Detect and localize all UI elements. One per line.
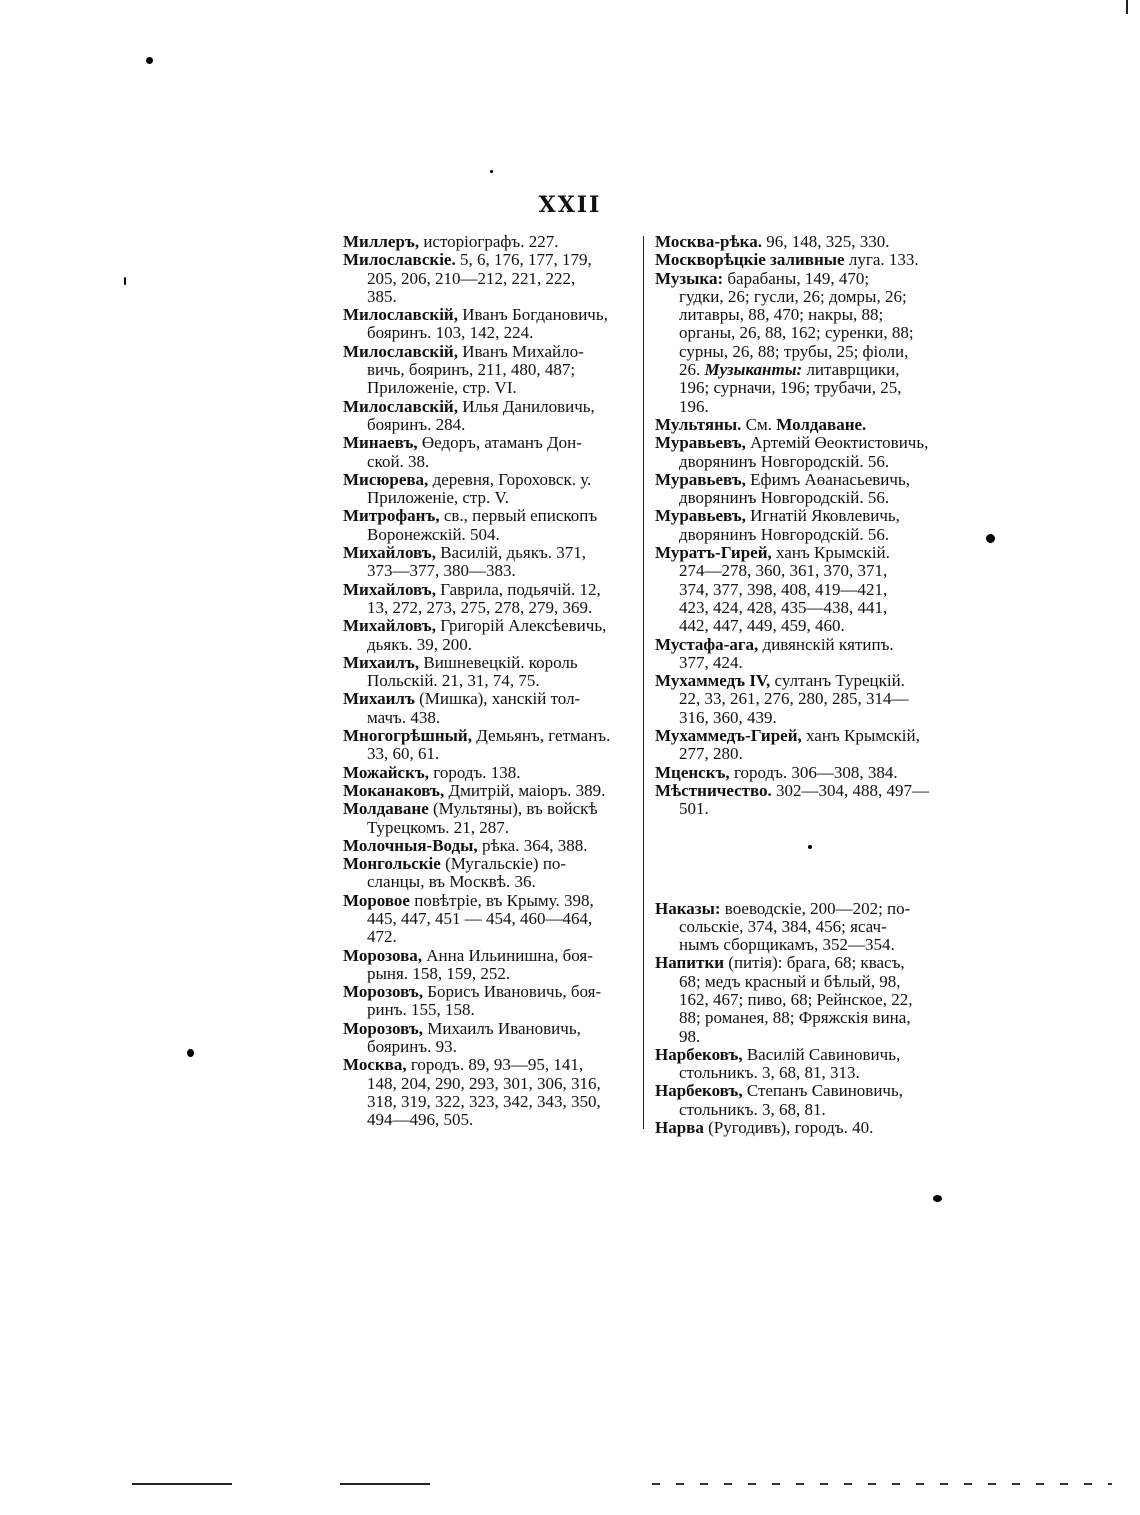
entry-headword: Музыка:	[655, 268, 724, 288]
entry-text: 26.	[679, 360, 705, 380]
entry-first-line	[655, 1119, 949, 1137]
index-entry	[343, 398, 635, 435]
entry-text: Польскій. 21, 31, 74, 75.	[367, 671, 540, 691]
entry-text: 501.	[679, 799, 709, 819]
page-number: XXII	[538, 192, 602, 218]
entry-continuation-line	[343, 819, 635, 837]
entry-text: 68; медъ красный и бѣлый, 98,	[679, 971, 901, 991]
entry-text: 33, 60, 61.	[367, 744, 440, 764]
entry-continuation-line	[343, 636, 635, 654]
entry-first-line	[655, 1082, 949, 1100]
entry-continuation-line	[343, 1075, 635, 1093]
entry-continuation-line	[343, 672, 635, 690]
entry-text: Турецкомъ. 21, 287.	[367, 817, 510, 837]
entry-continuation-line	[343, 965, 635, 983]
entry-continuation-line	[343, 928, 635, 946]
entry-first-line	[343, 782, 635, 800]
entry-text: 302—304, 488, 497—	[771, 780, 930, 800]
entry-continuation-line	[343, 1093, 635, 1111]
entry-text: бояринъ. 93.	[367, 1037, 457, 1057]
entry-text: 385.	[367, 286, 397, 306]
entry-first-line	[655, 270, 949, 288]
entry-text: Приложеніе, стр. V.	[367, 488, 509, 508]
entry-text: 472.	[367, 927, 397, 947]
entry-continuation-line	[343, 526, 635, 544]
index-column-left	[343, 233, 635, 1130]
entry-continuation-line	[343, 379, 635, 397]
entry-text: 88; романея, 88; Фряжскія вина,	[679, 1008, 911, 1028]
index-entry	[655, 782, 949, 819]
entry-continuation-line	[343, 745, 635, 763]
entry-continuation-line	[655, 306, 949, 324]
entry-headword: Михаилъ	[343, 689, 415, 709]
entry-headword: Нарбековъ,	[655, 1081, 743, 1101]
entry-first-line	[343, 306, 635, 324]
entry-headword: Михаилъ,	[343, 652, 420, 672]
entry-first-line	[343, 581, 635, 599]
entry-text: 162, 467; пиво, 68; Рейнское, 22,	[679, 989, 913, 1009]
entry-text: гудки, 26; гусли, 26; домры, 26;	[679, 286, 907, 306]
index-entry	[655, 1046, 949, 1083]
ink-speck	[124, 277, 126, 285]
entry-first-line	[343, 837, 635, 855]
index-entry	[343, 581, 635, 618]
entry-first-line	[343, 434, 635, 452]
entry-text: вичь, бояринъ, 211, 480, 487;	[367, 360, 576, 380]
entry-headword: Мисюрева,	[343, 469, 429, 489]
entry-first-line	[343, 398, 635, 416]
entry-text: 274—278, 360, 361, 370, 371,	[679, 561, 888, 581]
entry-first-line	[343, 855, 635, 873]
entry-continuation-line	[655, 617, 949, 635]
entry-subheading: Музыканты:	[704, 360, 803, 380]
entry-text: органы, 26, 88, 162; суренки, 88;	[679, 323, 914, 343]
entry-continuation-line	[655, 343, 949, 361]
entry-text: 494—496, 505.	[367, 1110, 474, 1130]
index-entry	[655, 233, 949, 251]
entry-continuation-line	[343, 562, 635, 580]
entry-text: 316, 360, 439.	[679, 707, 777, 727]
section-gap	[655, 819, 949, 900]
entry-text: ханъ Крымскій.	[771, 543, 890, 563]
bottom-dashes	[652, 1483, 1112, 1485]
entry-first-line	[655, 251, 949, 269]
entry-continuation-line	[343, 361, 635, 379]
entry-first-line	[655, 727, 949, 745]
index-entry	[655, 416, 949, 434]
entry-first-line	[343, 507, 635, 525]
entry-headword: Молдаване	[343, 799, 429, 819]
index-entry	[655, 434, 949, 471]
entry-headword: Морозова,	[343, 945, 423, 965]
ink-speck	[986, 534, 995, 543]
entry-text: дворянинъ Новгородскій. 56.	[679, 488, 890, 508]
ink-speck	[146, 57, 153, 64]
entry-first-line	[343, 251, 635, 269]
index-entry	[655, 900, 949, 955]
index-entry	[343, 947, 635, 984]
entry-continuation-line	[655, 1028, 949, 1046]
entry-text: Ефимъ Аөанасьевичь,	[745, 469, 910, 489]
index-entry	[655, 727, 949, 764]
entry-continuation-line	[655, 800, 949, 818]
entry-text: Воронежскій. 504.	[367, 524, 500, 544]
entry-first-line	[655, 434, 949, 452]
entry-text: 318, 319, 322, 323, 342, 343, 350,	[367, 1091, 601, 1111]
entry-first-line	[343, 654, 635, 672]
entry-text: 98.	[679, 1026, 701, 1046]
index-entry	[655, 471, 949, 508]
entry-text: Илья Даниловичь,	[457, 396, 595, 416]
entry-continuation-line	[655, 1009, 949, 1027]
entry-headword: Москва-рѣка.	[655, 232, 762, 251]
entry-text: дворянинъ Новгородскій. 56.	[679, 524, 890, 544]
index-entry	[343, 800, 635, 837]
entry-text: Василій, дьякъ. 371,	[435, 543, 587, 563]
entry-continuation-line	[343, 489, 635, 507]
entry-first-line	[655, 233, 949, 251]
index-entry	[655, 1082, 949, 1119]
entry-headword: Мухаммедъ IV,	[655, 671, 771, 691]
index-entry	[343, 782, 635, 800]
entry-first-line	[655, 1046, 949, 1064]
entry-headword: Нарва	[655, 1118, 704, 1138]
entry-first-line	[343, 1020, 635, 1038]
index-entry	[343, 233, 635, 251]
entry-text: Вишневецкій. король	[419, 652, 578, 672]
entry-text: Борисъ Ивановичь, боя-	[423, 982, 602, 1002]
entry-continuation-line	[343, 453, 635, 471]
entry-text: стольникъ. 3, 68, 81.	[679, 1099, 826, 1119]
entry-headword: Можайскъ,	[343, 762, 430, 782]
entry-text: бояринъ. 103, 142, 224.	[367, 323, 534, 343]
entry-text: рыня. 158, 159, 252.	[367, 963, 511, 983]
index-section-n	[655, 900, 949, 1138]
entry-continuation-line	[655, 991, 949, 1009]
entry-text: св., первый епископъ	[439, 506, 598, 526]
entry-text: 374, 377, 398, 408, 419—421,	[679, 579, 888, 599]
entry-text: барабаны, 149, 470;	[723, 268, 870, 288]
entry-text: городъ. 89, 93—95, 141,	[406, 1055, 584, 1075]
entry-text: Приложеніе, стр. VI.	[367, 378, 517, 398]
entry-headword: Муравьевъ,	[655, 506, 746, 526]
entry-continuation-line	[655, 709, 949, 727]
entry-text: (Ругодивъ), городъ. 40.	[703, 1118, 874, 1138]
index-entry	[343, 507, 635, 544]
entry-headword: Мультяны.	[655, 414, 742, 434]
entry-headword: Наказы:	[655, 898, 721, 918]
entry-text: 148, 204, 290, 293, 301, 306, 316,	[367, 1073, 601, 1093]
index-entry	[343, 983, 635, 1020]
entry-continuation-line	[655, 1101, 949, 1119]
entry-continuation-line	[655, 599, 949, 617]
entry-text: воеводскіе, 200—202; по-	[720, 898, 911, 918]
index-entry	[343, 764, 635, 782]
index-entry	[655, 636, 949, 673]
index-entry	[655, 954, 949, 1045]
entry-first-line	[343, 544, 635, 562]
entry-first-line	[343, 471, 635, 489]
entry-text: 277, 280.	[679, 744, 743, 764]
entry-text: литаврщики,	[802, 360, 900, 380]
entry-headword: Муравьевъ,	[655, 433, 746, 453]
entry-continuation-line	[655, 745, 949, 763]
entry-text: ской. 38.	[367, 451, 430, 471]
entry-continuation-line	[343, 270, 635, 288]
entry-headword: Милославскій,	[343, 341, 458, 361]
entry-first-line	[343, 800, 635, 818]
entry-first-line	[655, 544, 949, 562]
entry-continuation-line	[655, 654, 949, 672]
index-entry	[343, 544, 635, 581]
index-entry	[343, 690, 635, 727]
entry-continuation-line	[655, 690, 949, 708]
entry-text: Иванъ Михайло-	[457, 341, 584, 361]
entry-text: Игнатій Яковлевичь,	[745, 506, 900, 526]
entry-text: Гаврила, подьячій. 12,	[435, 579, 601, 599]
entry-text: 13, 272, 273, 275, 278, 279, 369.	[367, 597, 593, 617]
entry-headword: Напитки	[655, 953, 725, 973]
entry-text: 445, 447, 451 — 454, 460—464,	[367, 908, 593, 928]
entry-headword: Моканаковъ,	[343, 780, 445, 800]
entry-text: 423, 424, 428, 435—438, 441,	[679, 597, 888, 617]
bottom-rule	[132, 1483, 232, 1485]
entry-headword: Мустафа-ага,	[655, 634, 759, 654]
index-entry	[343, 471, 635, 508]
entry-first-line	[343, 343, 635, 361]
entry-text: сланцы, въ Москвѣ. 36.	[367, 872, 536, 892]
entry-first-line	[655, 782, 949, 800]
entry-continuation-line	[655, 1064, 949, 1082]
entry-headword: Нарбековъ,	[655, 1044, 743, 1064]
index-entry	[343, 306, 635, 343]
entry-continuation-line	[343, 1111, 635, 1129]
entry-text: рѣка. 364, 388.	[477, 835, 588, 855]
entry-text: Демьянъ, гетманъ.	[471, 726, 611, 746]
entry-text: ринъ. 155, 158.	[367, 1000, 475, 1020]
entry-continuation-line	[655, 489, 949, 507]
entry-text: деревня, Гороховск. у.	[428, 469, 592, 489]
entry-headword: Милославскій,	[343, 396, 458, 416]
entry-continuation-line	[343, 324, 635, 342]
entry-text: султанъ Турецкій.	[770, 671, 905, 691]
entry-continuation-line	[343, 910, 635, 928]
index-section-m	[655, 233, 949, 819]
entry-continuation-line	[343, 709, 635, 727]
entry-first-line	[343, 233, 635, 251]
entry-text: городъ. 138.	[429, 762, 521, 782]
entry-text: повѣтріе, въ Крыму. 398,	[409, 890, 594, 910]
entry-headword: Михайловъ,	[343, 579, 436, 599]
entry-headword: Москворѣцкіе заливные	[655, 250, 845, 270]
entry-first-line	[343, 617, 635, 635]
entry-first-line	[343, 727, 635, 745]
ink-speck	[187, 1049, 194, 1057]
entry-continuation-line	[655, 398, 949, 416]
entry-text: Дмитрій, маіоръ. 389.	[444, 780, 606, 800]
entry-text: дворянинъ Новгородскій. 56.	[679, 451, 890, 471]
entry-continuation-line	[343, 288, 635, 306]
entry-text: Артемій Өеоктистовичь,	[745, 433, 929, 453]
entry-continuation-line	[655, 453, 949, 471]
index-entry	[655, 764, 949, 782]
entry-text: сольскіе, 374, 384, 456; ясач-	[679, 916, 887, 936]
entry-headword: Милославскій,	[343, 305, 458, 325]
entry-text: дивянскій кятипъ.	[758, 634, 894, 654]
entry-text: дьякъ. 39, 200.	[367, 634, 473, 654]
entry-headword: Михайловъ,	[343, 616, 436, 636]
entry-first-line	[655, 900, 949, 918]
entry-continuation-line	[655, 361, 949, 379]
entry-headword: Милославскіе.	[343, 250, 456, 270]
entry-first-line	[343, 690, 635, 708]
entry-first-line	[655, 672, 949, 690]
index-entry	[343, 654, 635, 691]
entry-headword: Морозовъ,	[343, 1018, 424, 1038]
entry-text: 96, 148, 325, 330.	[761, 232, 890, 251]
entry-text: Иванъ Богдановичь,	[457, 305, 608, 325]
index-entry	[655, 507, 949, 544]
entry-text: (питія): брага, 68; квасъ,	[724, 953, 905, 973]
index-entry	[343, 855, 635, 892]
entry-text: (Мультяны), въ войскѣ	[428, 799, 598, 819]
edge-rule	[1126, 0, 1128, 14]
entry-first-line	[343, 892, 635, 910]
entry-headword: Минаевъ,	[343, 433, 418, 453]
entry-headword: Молочныя-Воды,	[343, 835, 478, 855]
index-entry	[343, 251, 635, 306]
entry-continuation-line	[655, 324, 949, 342]
index-entry	[343, 434, 635, 471]
entry-text: Василій Савиновичь,	[742, 1044, 901, 1064]
entry-headword: Москва,	[343, 1055, 407, 1075]
index-entry	[655, 672, 949, 727]
index-entry	[343, 1020, 635, 1057]
ink-speck	[490, 170, 493, 173]
entry-headword: Муравьевъ,	[655, 469, 746, 489]
entry-continuation-line	[343, 416, 635, 434]
entry-text: Михаилъ Ивановичь,	[423, 1018, 581, 1038]
entry-text: 442, 447, 449, 459, 460.	[679, 616, 845, 636]
entry-text: ханъ Крымскій,	[801, 726, 920, 746]
bottom-rule	[340, 1483, 430, 1485]
index-entry	[343, 617, 635, 654]
entry-text: 196; сурначи, 196; трубачи, 25,	[679, 378, 902, 398]
entry-headword: Мѣстничество.	[655, 780, 772, 800]
entry-continuation-line	[343, 1001, 635, 1019]
entry-headword: Моровое	[343, 890, 410, 910]
entry-first-line	[655, 764, 949, 782]
index-entry	[343, 837, 635, 855]
entry-continuation-line	[655, 918, 949, 936]
entry-first-line	[343, 1056, 635, 1074]
entry-continuation-line	[655, 936, 949, 954]
entry-continuation-line	[655, 581, 949, 599]
entry-headword: Молдаване.	[776, 414, 867, 434]
entry-headword: Монгольскіе	[343, 854, 441, 874]
ink-speck	[933, 1195, 942, 1202]
entry-first-line	[655, 636, 949, 654]
index-entry	[655, 251, 949, 269]
entry-headword: Мценскъ,	[655, 762, 730, 782]
entry-text: (Мугальскіе) по-	[440, 854, 567, 874]
entry-first-line	[655, 416, 949, 434]
entry-text: городъ. 306—308, 384.	[729, 762, 898, 782]
entry-first-line	[655, 507, 949, 525]
entry-text: 205, 206, 210—212, 221, 222,	[367, 268, 576, 288]
entry-text: 5, 6, 176, 177, 179,	[455, 250, 592, 270]
index-entry	[343, 727, 635, 764]
entry-headword: Мухаммедъ-Гирей,	[655, 726, 802, 746]
entry-text: 373—377, 380—383.	[367, 561, 516, 581]
ink-speck	[808, 845, 812, 849]
entry-continuation-line	[343, 599, 635, 617]
entry-headword: Митрофанъ,	[343, 506, 440, 526]
entry-continuation-line	[655, 526, 949, 544]
entry-text: 196.	[679, 396, 709, 416]
entry-continuation-line	[655, 973, 949, 991]
entry-text: стольникъ. 3, 68, 81, 313.	[679, 1063, 860, 1083]
entry-headword: Миллеръ,	[343, 232, 420, 251]
entry-text: исторіографъ. 227.	[419, 232, 559, 251]
entry-text: 377, 424.	[679, 652, 743, 672]
index-entry	[343, 892, 635, 947]
entry-text: литавры, 88, 470; накры, 88;	[679, 305, 884, 325]
entry-text: См.	[741, 414, 777, 434]
entry-continuation-line	[655, 288, 949, 306]
index-entry	[655, 270, 949, 416]
entry-continuation-line	[655, 379, 949, 397]
index-entry	[655, 544, 949, 635]
entry-text: луга. 133.	[844, 250, 919, 270]
entry-text: нымъ сборщикамъ, 352—354.	[679, 935, 895, 955]
index-entry	[655, 1119, 949, 1137]
column-divider	[643, 236, 644, 1129]
entry-headword: Многогрѣшный,	[343, 726, 472, 746]
entry-first-line	[343, 764, 635, 782]
entry-continuation-line	[655, 562, 949, 580]
index-entry	[343, 343, 635, 398]
index-entry	[343, 1056, 635, 1129]
entry-continuation-line	[343, 1038, 635, 1056]
entry-first-line	[655, 471, 949, 489]
entry-text: бояринъ. 284.	[367, 414, 466, 434]
index-column-right	[655, 233, 949, 1137]
entry-first-line	[655, 954, 949, 972]
entry-headword: Морозовъ,	[343, 982, 424, 1002]
entry-text: Өедоръ, атаманъ Дон-	[417, 433, 582, 453]
entry-first-line	[343, 983, 635, 1001]
entry-headword: Михайловъ,	[343, 543, 436, 563]
entry-text: мачъ. 438.	[367, 707, 441, 727]
entry-text: Степанъ Савиновичь,	[742, 1081, 903, 1101]
entry-text: сурны, 26, 88; трубы, 25; фіоли,	[679, 341, 909, 361]
entry-text: Анна Ильинишна, боя-	[422, 945, 593, 965]
entry-first-line	[343, 947, 635, 965]
entry-text: Григорій Алексѣевичь,	[435, 616, 607, 636]
entry-text: 22, 33, 261, 276, 280, 285, 314—	[679, 689, 909, 709]
entry-headword: Муратъ-Гирей,	[655, 543, 772, 563]
entry-text: (Мишка), ханскій тол-	[414, 689, 581, 709]
entry-continuation-line	[343, 873, 635, 891]
